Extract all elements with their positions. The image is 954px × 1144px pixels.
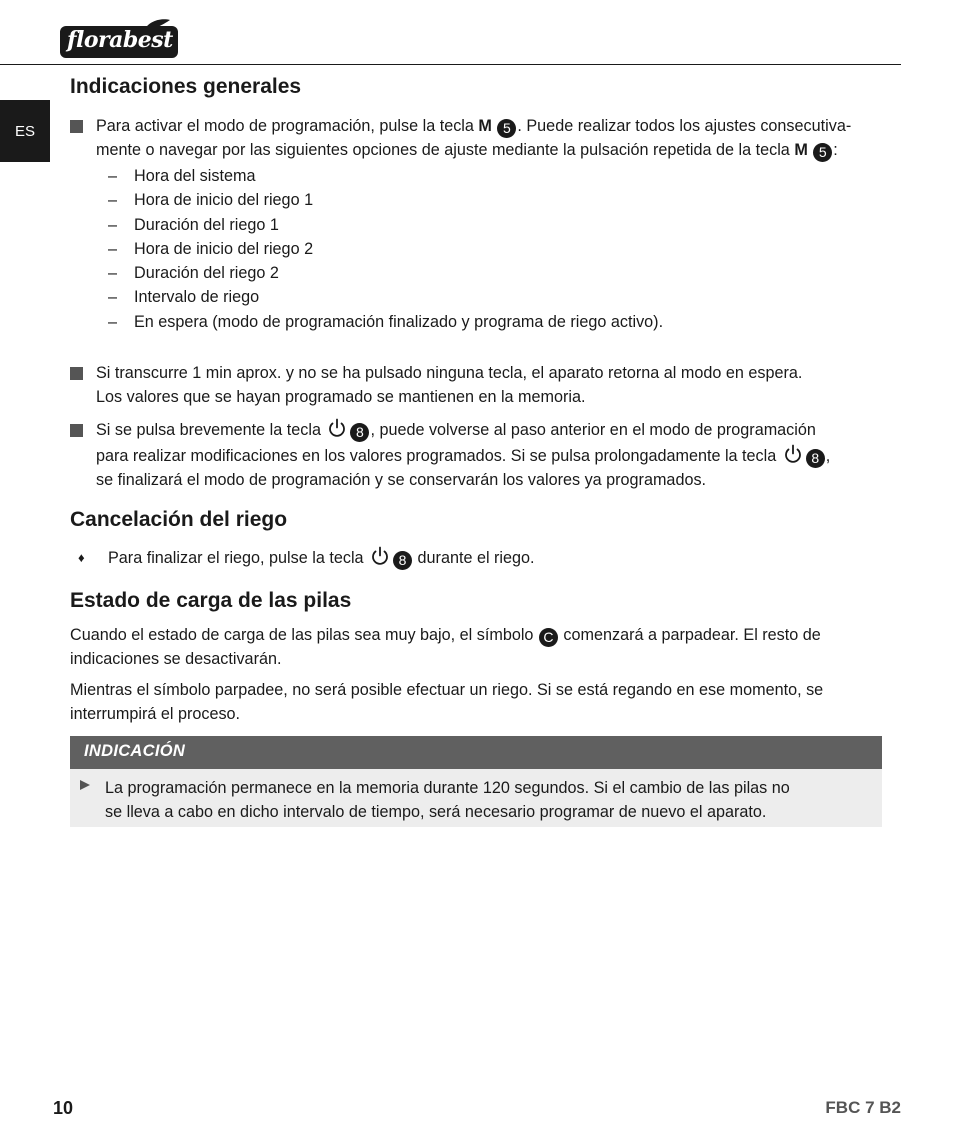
battery-p1-line1: Cuando el estado de carga de las pilas sea muy bajo, el símbolo C comenzará a parpadear. El resto de — [70, 626, 821, 645]
arrow-right-icon — [80, 780, 90, 790]
list-dash: – — [108, 313, 118, 331]
general-b1-line2: mente o navegar por las siguientes opciones de ajuste mediante la pulsación repetida de la tecla M 5 : — [96, 141, 838, 160]
option-item: En espera (modo de programación finalizado y programa de riego activo). — [134, 313, 664, 331]
list-dash: – — [108, 216, 118, 234]
option-item: Intervalo de riego — [134, 288, 260, 306]
general-b2-line2: Los valores que se hayan programado se mantienen en la memoria. — [96, 388, 586, 406]
option-item: Duración del riego 1 — [134, 216, 279, 234]
number-8-icon: 8 — [350, 423, 369, 442]
power-icon — [370, 546, 390, 566]
option-item: Hora del sistema — [134, 167, 256, 185]
key-m: M — [478, 117, 492, 135]
logo-text: florabest — [67, 27, 173, 53]
list-dash: – — [108, 264, 118, 282]
list-dash: – — [108, 167, 118, 185]
heading-cancel: Cancelación del riego — [70, 508, 288, 531]
list-dash: – — [108, 191, 118, 209]
brand-logo — [60, 18, 180, 60]
general-b3-line1: Si se pulsa brevemente la tecla 8 , puede volverse al paso anterior en el modo de programación — [96, 418, 816, 442]
bullet-square — [70, 120, 83, 133]
note-box — [70, 736, 882, 827]
bullet-square — [70, 367, 83, 380]
note-line2: se lleva a cabo en dicho intervalo de tiempo, será necesario programar de nuevo el aparato. — [105, 803, 767, 821]
model-number: FBC 7 B2 — [825, 1098, 901, 1117]
option-item: Hora de inicio del riego 2 — [134, 240, 314, 258]
list-dash: – — [108, 240, 118, 258]
number-8-icon: 8 — [393, 551, 412, 570]
heading-battery: Estado de carga de las pilas — [70, 589, 352, 612]
note-line1: La programación permanece en la memoria durante 120 segundos. Si el cambio de las pilas no — [105, 779, 790, 797]
battery-p2-line1: Mientras el símbolo parpadee, no será posible efectuar un riego. Si se está regando en ese momento, se — [70, 681, 824, 699]
battery-p1-line2: indicaciones se desactivarán. — [70, 650, 282, 668]
page-number: 10 — [53, 1098, 74, 1118]
header-rule — [0, 64, 901, 65]
number-5-icon: 5 — [813, 143, 832, 162]
list-dash: – — [108, 288, 118, 306]
cancel-line1: Para finalizar el riego, pulse la tecla 8 durante el riego. — [108, 546, 535, 570]
note-header — [70, 736, 882, 769]
language-tab: ES — [0, 100, 50, 162]
general-b2-line1: Si transcurre 1 min aprox. y no se ha pulsado ninguna tecla, el aparato retorna al modo en espera. — [96, 364, 803, 382]
note-title: INDICACIÓN — [84, 742, 186, 760]
diamond-bullet-icon: ♦ — [78, 550, 85, 565]
option-item: Duración del riego 2 — [134, 264, 279, 282]
key-m: M — [794, 141, 808, 159]
general-b1-line1: Para activar el modo de programación, pulse la tecla M 5 . Puede realizar todos los ajustes consecutiva- — [96, 117, 852, 136]
power-icon — [783, 444, 803, 464]
bullet-square — [70, 424, 83, 437]
option-item: Hora de inicio del riego 1 — [134, 191, 314, 209]
battery-p2-line2: interrumpirá el proceso. — [70, 705, 241, 723]
number-8-icon: 8 — [806, 449, 825, 468]
number-5-icon: 5 — [497, 119, 516, 138]
power-icon — [327, 418, 347, 438]
heading-general: Indicaciones generales — [70, 75, 302, 98]
battery-symbol-c-icon: C — [539, 628, 558, 647]
general-b3-line3: se finalizará el modo de programación y se conservarán los valores ya programados. — [96, 471, 707, 489]
general-b3-line2: para realizar modificaciones en los valores programados. Si se pulsa prolongadamente la tecla 8 , — [96, 444, 830, 468]
